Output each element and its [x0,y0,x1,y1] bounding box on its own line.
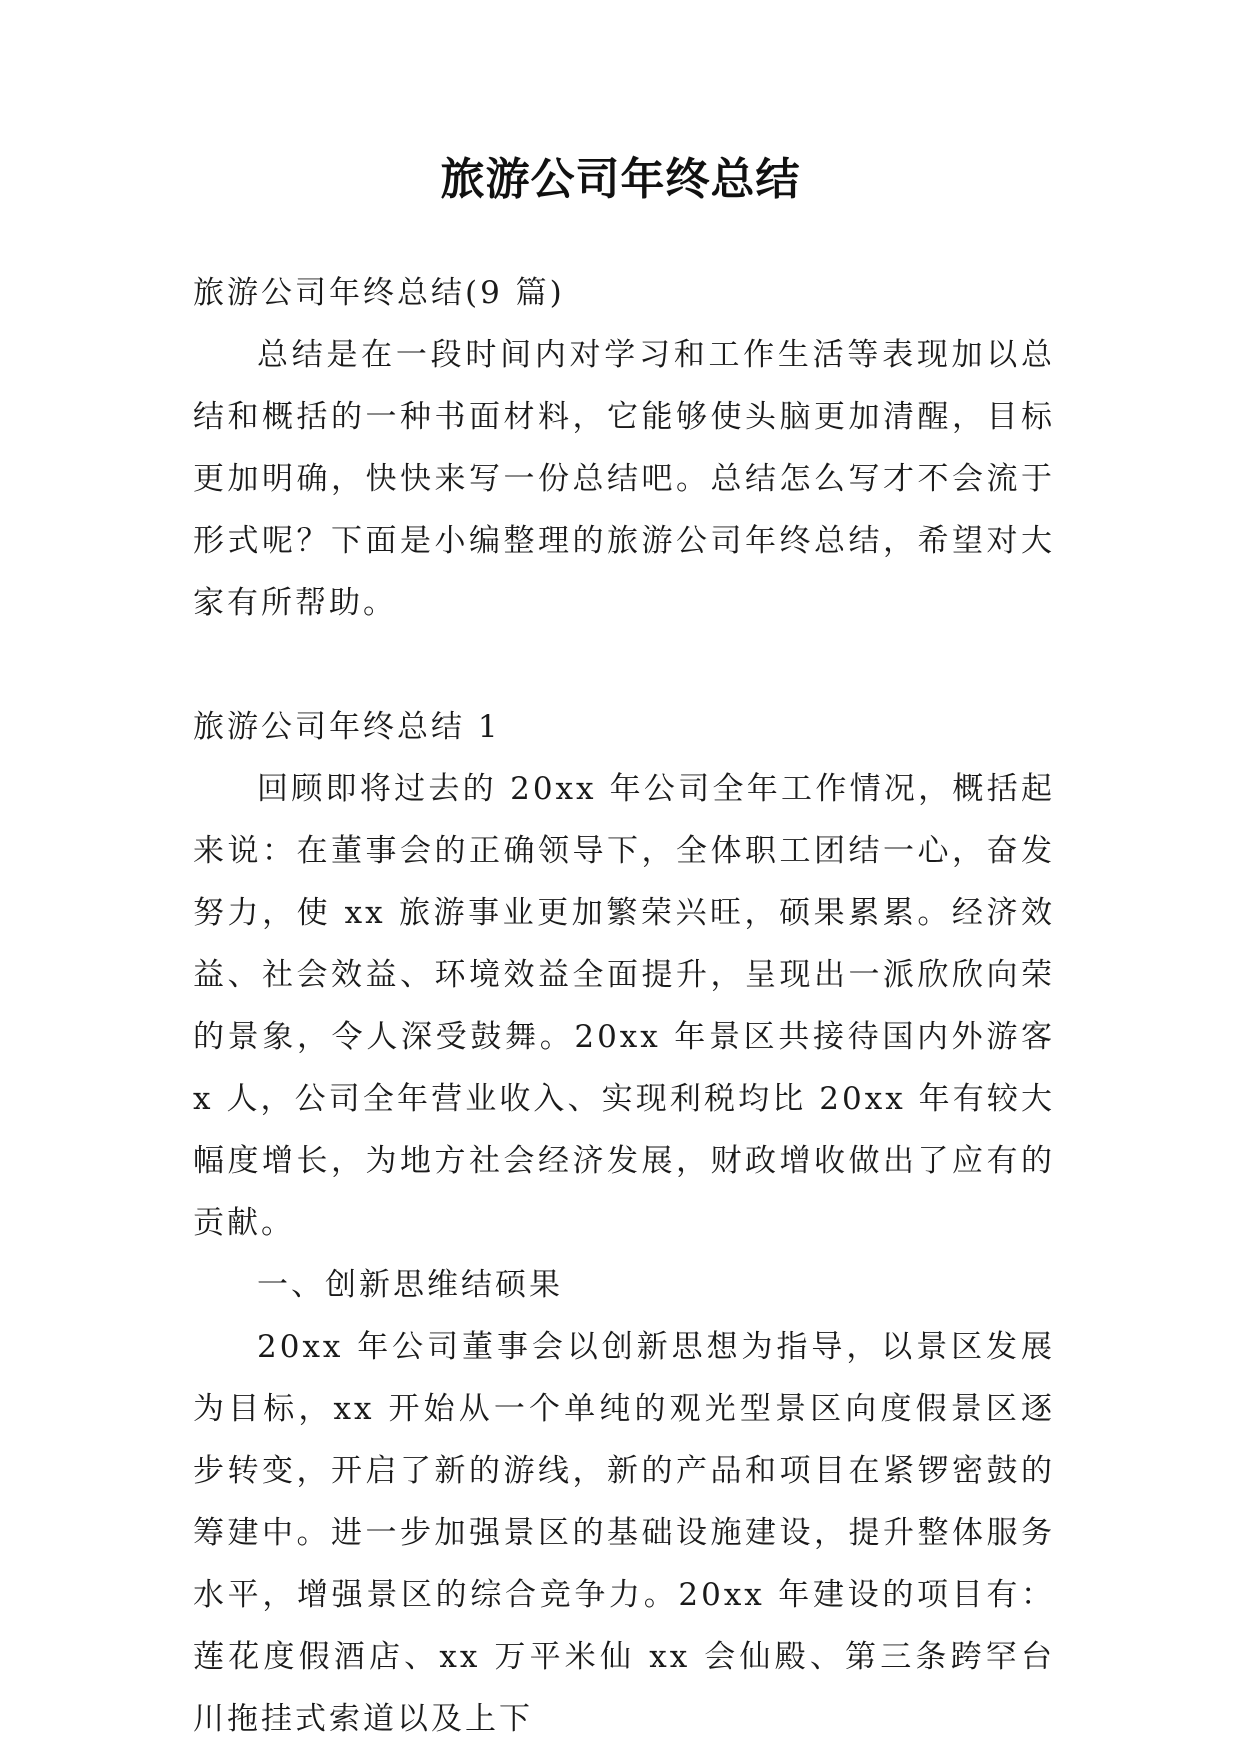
body-paragraph: 20xx 年公司董事会以创新思想为指导，以景区发展为目标，xx 开始从一个单纯的观光型景区向度假景区逐步转变，开启了新的游线，新的产品和项目在紧锣密鼓的筹建中。进一步加强景区的基础设施建设，提升整体服务水平，增强景区的综合竞争力。20xx 年建设的项目有：莲花度假酒店、xx 万平米仙 xx 会仙殿、第三条跨罕台川拖挂式索道以及上下 [193,1329,1055,1737]
intro-paragraph: 总结是在一段时间内对学习和工作生活等表现加以总结和概括的一种书面材料，它能够使头脑更加清醒，目标更加明确，快快来写一份总结吧。总结怎么写才不会流于形式呢？下面是小编整理的旅游公司年终总结，希望对大家有所帮助。 [193,337,1055,621]
paragraph-spacer [193,634,1055,696]
subheading: 一、创新思维结硕果 [257,1267,563,1303]
body-paragraph: 回顾即将过去的 20xx 年公司全年工作情况，概括起来说：在董事会的正确领导下，全体职工团结一心，奋发努力，使 xx 旅游事业更加繁荣兴旺，硕果累累。经济效益、社会效益、环境效益全面提升，呈现出一派欣欣向荣的景象，令人深受鼓舞。20xx 年景区共接待国内外游客 x 人，公司全年营业收入、实现利税均比 20xx 年有较大幅度增长，为地方社会经济发展，财政增收做出了应有的贡献。 [193,771,1055,1241]
document-title: 旅游公司年终总结 [440,154,801,205]
section-heading: 旅游公司年终总结 1 [193,709,501,745]
document-body [193,262,1055,1750]
document-subtitle: 旅游公司年终总结(9 篇) [193,275,565,311]
